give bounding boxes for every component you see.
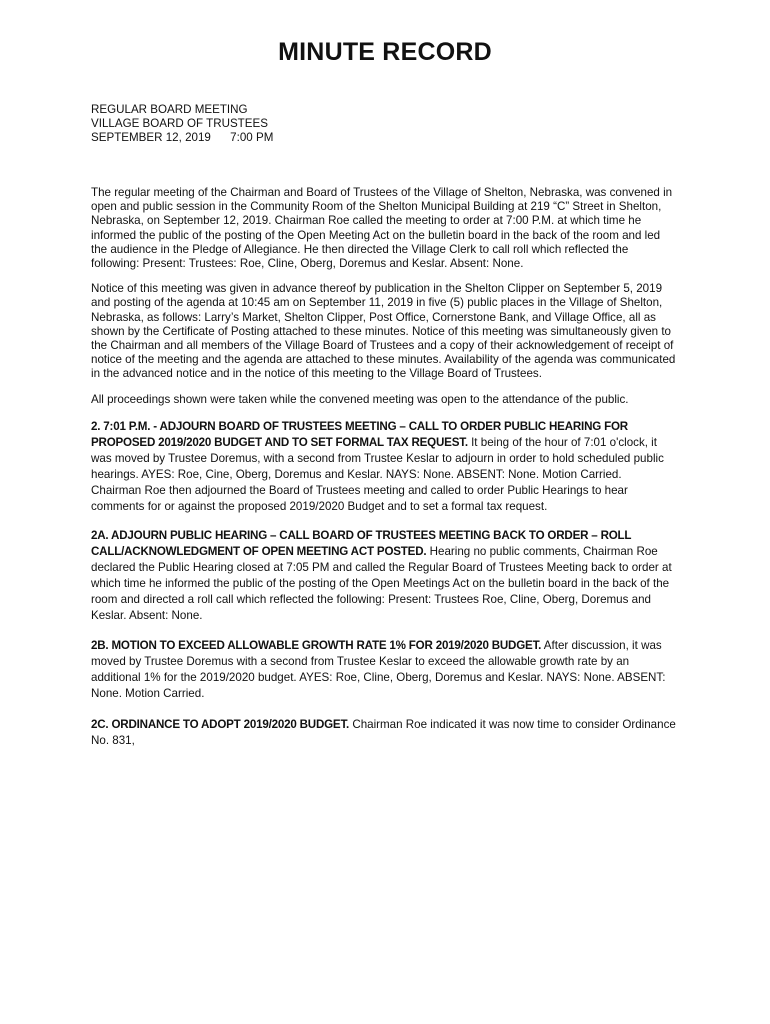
section-2b-heading: 2B. MOTION TO EXCEED ALLOWABLE GROWTH RATE 1% FOR 2019/2020 BUDGET. [91, 638, 542, 652]
section-2 [91, 419, 679, 515]
meeting-type: REGULAR BOARD MEETING [91, 103, 248, 116]
section-2a-heading: 2A. ADJOURN PUBLIC HEARING – CALL BOARD OF TRUSTEES MEETING BACK TO ORDER – ROLL CALL/ACKNOWLEDGMENT OF OPEN MEETING ACT POSTED. [91, 528, 632, 558]
minutes-body [91, 186, 679, 749]
section-2-heading: 2. 7:01 P.M. - ADJOURN BOARD OF TRUSTEES MEETING – CALL TO ORDER PUBLIC HEARING FOR PROPOSED 2019/2020 BUDGET AND TO SET FORMAL TAX REQUEST. [91, 419, 628, 449]
meeting-header [91, 103, 273, 145]
intro-paragraph: The regular meeting of the Chairman and Board of Trustees of the Village of Shelton, Nebraska, was convened in open and public session in the Community Room of the Shelton Municipal Building at 219 “C” Street in Shelton, Nebraska, on September 12, 2019. Chairman Roe called the meeting to order at 7:00 P.M. at which time he informed the public of the posting of the Open Meeting Act on the bulletin board in the back of the room and led the audience in the Pledge of Allegiance. He then directed the Village Clerk to call roll which reflected the following: Present: Trustees: Roe, Cline, Oberg, Doremus and Keslar. Absent: None. [91, 186, 673, 271]
section-2c-heading: 2C. ORDINANCE TO ADOPT 2019/2020 BUDGET. [91, 717, 350, 731]
section-2a [91, 528, 679, 624]
section-2b-text: After discussion, it was moved by Trustee Doremus with a second from Trustee Keslar to exceed the allowable growth rate by an additional 1% for the 2019/2020 budget. AYES: Roe, Cline, Oberg, Doremus and Keslar. NAYS: None. ABSENT: None. Motion Carried. [91, 638, 666, 700]
meeting-date-time: SEPTEMBER 12, 2019 7:00 PM [91, 131, 274, 144]
section-2-text: It being of the hour of 7:01 o'clock, it was moved by Trustee Doremus, with a second from Trustee Keslar to adjourn in order to hold scheduled public hearings. AYES: Roe, Cine, Oberg, Doremus and Keslar. NAYS: None. ABSENT: None. Motion Carried. [91, 435, 664, 481]
notice-paragraph: Notice of this meeting was given in advance thereof by publication in the Shelton Clipper on September 5, 2019 and posting of the agenda at 10:45 am on September 11, 2019 in five (5) public places in the Village of Shelton, Nebraska, as follows: Larry’s Market, Shelton Clipper, Post Office, Cornerstone Bank, and Village Office, all as shown by the Certificate of Posting attached to these minutes. Notice of this meeting was simultaneously given to the Chairman and all members of the Village Board of Trustees and a copy of their acknowledgement of receipt of notice of the meeting and the agenda are attached to these minutes. Availability of the agenda was communicated in the advanced notice and in the notice of this meeting to the Village Board of Trustees. [91, 282, 676, 381]
document-title: MINUTE RECORD [278, 38, 492, 66]
section-2c [91, 717, 679, 749]
board-name: VILLAGE BOARD OF TRUSTEES [91, 117, 268, 130]
section-2b [91, 638, 679, 702]
section-2-text-continued: Chairman Roe then adjourned the Board of Trustees meeting and called to order Public Hearings to hear comments for or against the proposed 2019/2020 Budget and to set a formal tax request. [91, 483, 628, 513]
section-2c-text: Chairman Roe indicated it was now time to consider Ordinance No. 831, [91, 717, 676, 747]
section-2a-text: Hearing no public comments, Chairman Roe declared the Public Hearing closed at 7:05 PM and called the Regular Board of Trustees Meeting back to order at which time he informed the public of the posting of the Open Meetings Act on the bulletin board in the back of the room and directed a roll call which reflected the following: Present: Trustees Roe, Cline, Oberg, Doremus and Keslar. Absent: None. [91, 544, 672, 622]
proceedings-paragraph: All proceedings shown were taken while the convened meeting was open to the attendance of the public. [91, 392, 629, 406]
